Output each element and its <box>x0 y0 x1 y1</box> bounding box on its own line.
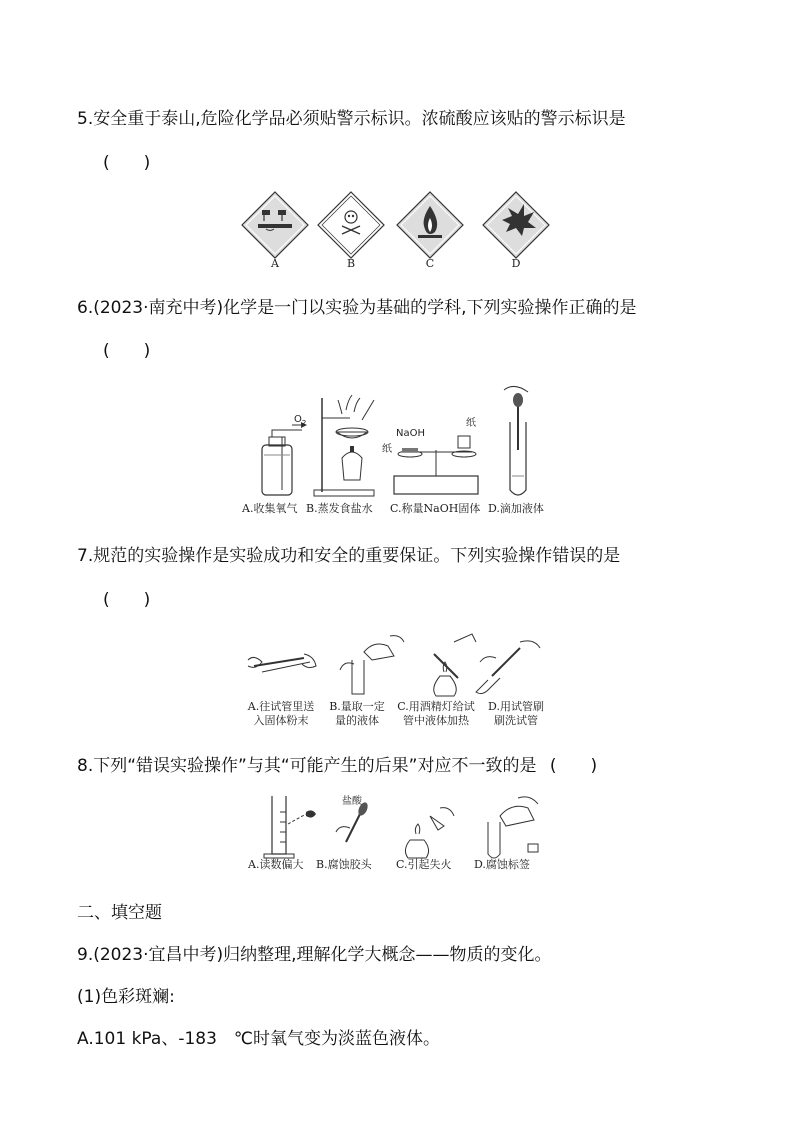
question-7-text: 7.规范的实验操作是实验成功和安全的重要保证。下列实验操作错误的是 <box>77 546 621 566</box>
symbol-label-d: D <box>511 257 521 270</box>
test-tube-brush-icon <box>476 641 540 694</box>
caption-d: D.滴加液体 <box>488 502 544 515</box>
caption-b: B.蒸发食盐水 <box>306 502 373 515</box>
alcohol-lamp-fire-icon <box>405 808 454 858</box>
dropper-hydrochloric-acid-icon <box>336 801 370 842</box>
dropper-test-tube-icon <box>504 386 528 495</box>
paper-label-left: 纸 <box>382 444 392 455</box>
balance-scale-icon <box>394 436 478 494</box>
caption-c: C.引起失火 <box>396 858 452 871</box>
answer-parentheses: ( ) <box>103 341 151 361</box>
paper-label-right: 纸 <box>466 418 476 429</box>
symbol-label-c: C <box>425 257 435 270</box>
evaporation-setup-icon <box>314 395 374 496</box>
question-9-item-a: A.101 kPa、-183 ℃时氧气变为淡蓝色液体。 <box>77 1029 441 1049</box>
question-9-text: 9.(2023·宜昌中考)归纳整理,理解化学大概念——物质的变化。 <box>77 945 552 965</box>
symbol-label-a: A <box>271 257 279 270</box>
bottle-label-corrosion-icon <box>488 797 538 858</box>
question-5-text: 5.安全重于泰山,危险化学品必须贴警示标识。浓硫酸应该贴的警示标识是 <box>77 109 626 129</box>
graduated-cylinder-icon <box>264 796 316 858</box>
corrosive-symbol-icon <box>242 192 308 258</box>
section-title: 二、填空题 <box>77 903 162 923</box>
gas-collection-bottle-icon <box>262 425 306 495</box>
caption-b: B.腐蚀胶头 <box>316 858 372 871</box>
caption-d: D.用试管刷 刷洗试管 <box>488 700 544 727</box>
caption-d: D.腐蚀标签 <box>474 858 530 871</box>
answer-parentheses: ( ) <box>103 153 151 173</box>
question-6-text: 6.(2023·南充中考)化学是一门以实验为基础的学科,下列实验操作正确的是 <box>77 298 637 318</box>
toxic-symbol-icon <box>318 192 384 258</box>
caption-c: C.用酒精灯给试 管中液体加热 <box>397 700 475 727</box>
naoh-label: NaOH <box>396 428 425 439</box>
caption-a: A.往试管里送 入固体粉末 <box>247 700 315 727</box>
answer-parentheses: ( ) <box>549 756 598 776</box>
caption-b: B.量取一定 量的液体 <box>329 700 385 727</box>
experiment-operations-figure <box>242 380 554 520</box>
caption-a: A.读数偏大 <box>248 858 304 871</box>
hydrochloric-acid-label: 盐酸 <box>342 796 362 807</box>
caption-a: A.收集氧气 <box>242 502 298 515</box>
answer-parentheses: ( ) <box>103 590 151 610</box>
test-tube-powder-icon <box>248 654 316 672</box>
measuring-cylinder-icon <box>340 636 404 694</box>
wrong-operations-figure <box>244 792 556 872</box>
caption-c: C.称量NaOH固体 <box>390 502 481 515</box>
explosive-symbol-icon <box>483 192 549 258</box>
o2-label: $O_2$ <box>294 414 307 427</box>
alcohol-lamp-heating-icon <box>434 634 476 696</box>
flammable-symbol-icon <box>397 192 463 258</box>
symbol-label-b: B <box>346 257 356 270</box>
hazard-symbols-figure <box>240 190 560 272</box>
question-8-text: 8.下列“错误实验操作”与其“可能产生的后果”对应不一致的是 ( ) <box>77 756 598 776</box>
question-9-sub1: (1)色彩斑斓: <box>77 987 175 1007</box>
experiment-operations-figure-q7 <box>244 632 556 700</box>
